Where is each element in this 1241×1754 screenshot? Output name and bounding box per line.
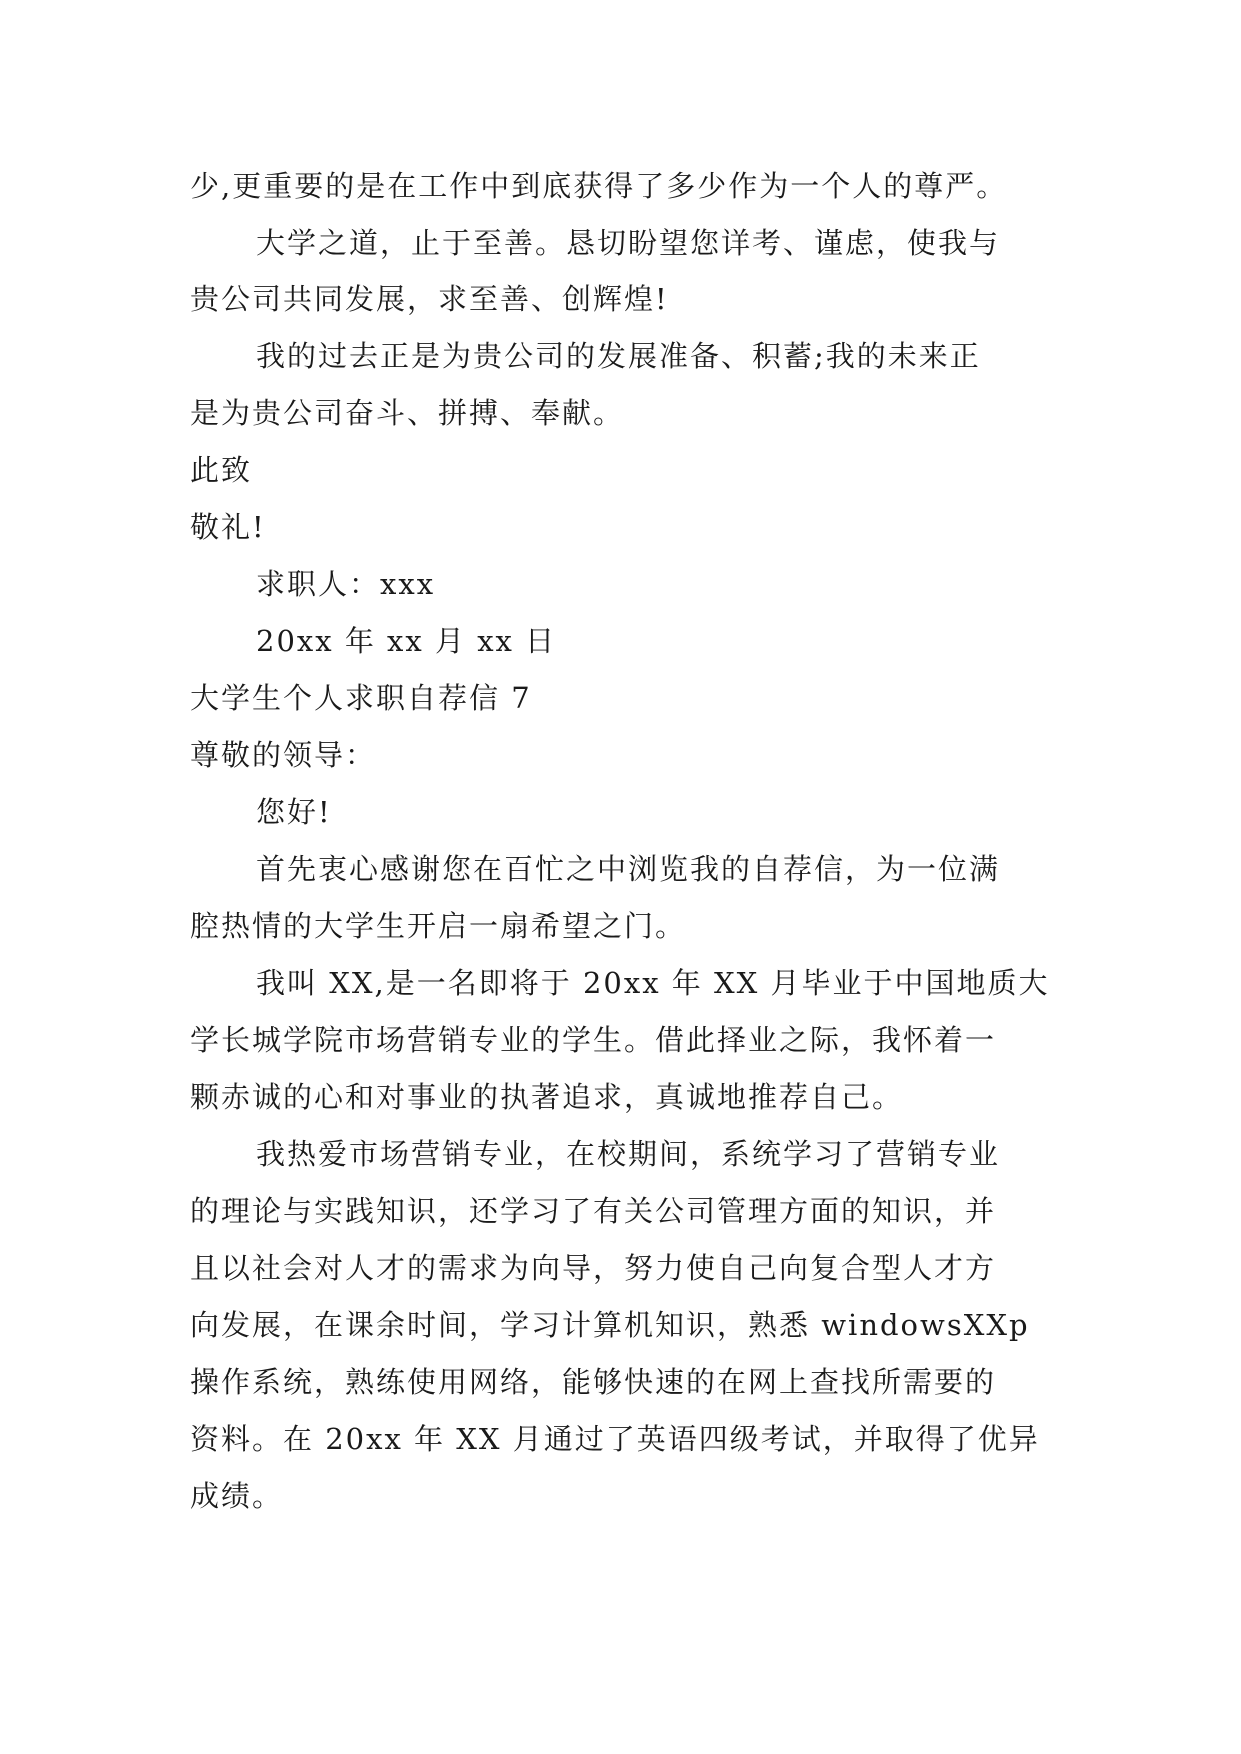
paragraph-line: 大学之道，止于至善。恳切盼望您详考、谨虑，使我与 — [256, 226, 1001, 260]
paragraph-line: 资料。在 20xx 年 XX 月通过了英语四级考试，并取得了优异 — [190, 1422, 1040, 1456]
paragraph-line: 且以社会对人才的需求为向导，努力使自己向复合型人才方 — [190, 1251, 997, 1285]
paragraph-line: 是为贵公司奋斗、拼搏、奉献。 — [190, 396, 625, 430]
paragraph-line: 颗赤诚的心和对事业的执著追求，真诚地推荐自己。 — [190, 1080, 904, 1114]
paragraph-line: 的理论与实践知识，还学习了有关公司管理方面的知识，并 — [190, 1194, 997, 1228]
paragraph-line: 贵公司共同发展，求至善、创辉煌! — [190, 282, 669, 316]
paragraph-line: 我的过去正是为贵公司的发展准备、积蓄;我的未来正 — [256, 339, 981, 373]
paragraph-line: 腔热情的大学生开启一扇希望之门。 — [190, 909, 687, 943]
closing-line: 此致 — [190, 453, 253, 487]
date-line: 20xx 年 xx 月 xx 日 — [256, 624, 557, 658]
signature-line: 求职人：xxx — [256, 567, 436, 601]
greeting-line: 尊敬的领导： — [190, 738, 377, 772]
paragraph-line: 向发展，在课余时间，学习计算机知识，熟悉 windowsXXp — [190, 1308, 1030, 1342]
paragraph-line: 成绩。 — [190, 1479, 284, 1513]
paragraph-line: 学长城学院市场营销专业的学生。借此择业之际，我怀着一 — [190, 1023, 997, 1057]
paragraph-line: 首先衷心感谢您在百忙之中浏览我的自荐信，为一位满 — [256, 852, 1001, 886]
paragraph-line: 我热爱市场营销专业，在校期间，系统学习了营销专业 — [256, 1137, 1001, 1171]
closing-salutation: 敬礼! — [190, 510, 266, 544]
paragraph-line: 少,更重要的是在工作中到底获得了多少作为一个人的尊严。 — [190, 169, 1008, 203]
section-title: 大学生个人求职自荐信 7 — [190, 681, 532, 715]
greeting-line: 您好! — [256, 795, 332, 829]
paragraph-line: 操作系统，熟练使用网络，能够快速的在网上查找所需要的 — [190, 1365, 997, 1399]
paragraph-line: 我叫 XX,是一名即将于 20xx 年 XX 月毕业于中国地质大 — [256, 966, 1050, 1000]
